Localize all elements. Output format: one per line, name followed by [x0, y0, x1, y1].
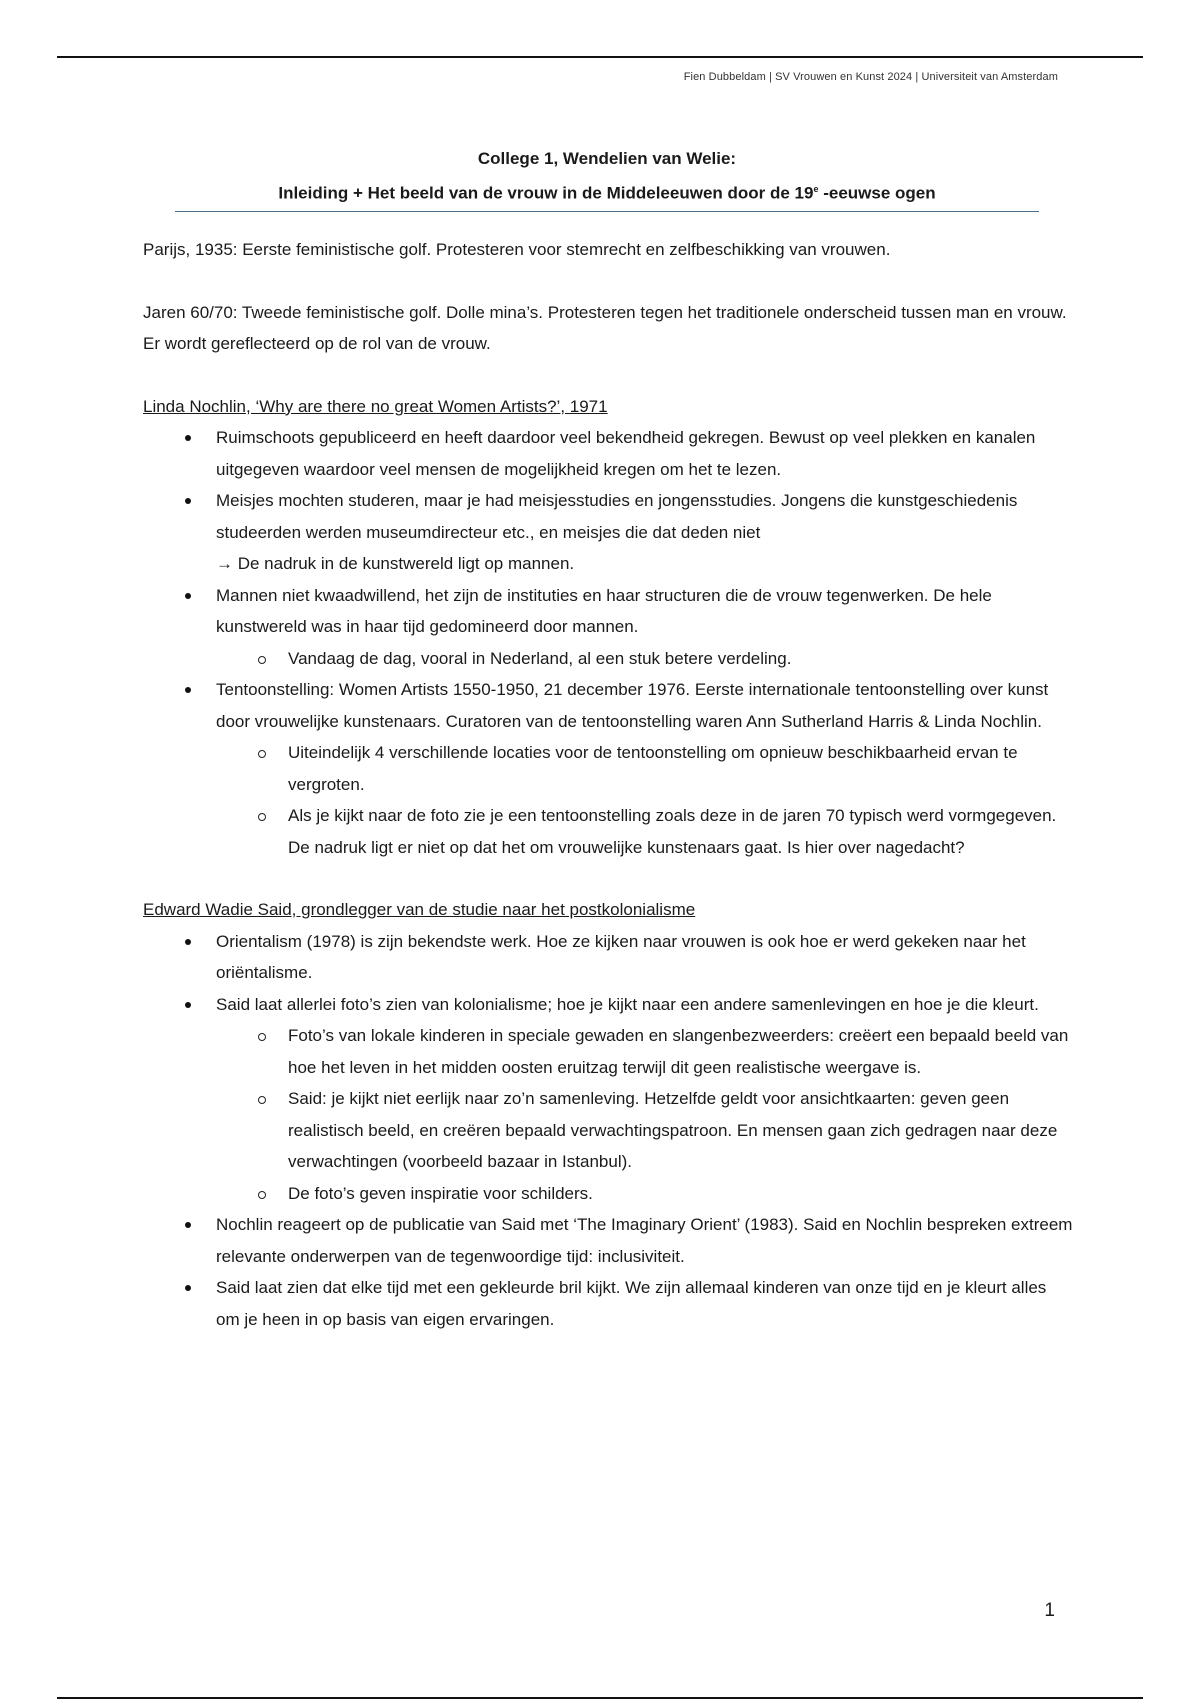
list-item: Ruimschoots gepubliceerd en heeft daardoor veel bekendheid gekregen. Bewust op veel plekken en kanalen uitgegeven waardoor veel mensen de mogelijkheid kregen om het te lezen. — [143, 422, 1073, 485]
sub-list-item: Als je kijkt naar de foto zie je een tentoonstelling zoals deze in de jaren 70 typisch werd vormgegeven. De nadruk ligt er niet op dat het om vrouwelijke kunstenaars gaat. Is hier over nagedacht? — [216, 800, 1073, 863]
document-title — [175, 144, 1039, 209]
nochlin-bullet-list — [143, 422, 1073, 863]
list-item: Said laat allerlei foto’s zien van kolonialisme; hoe je kijkt naar een andere samenlevingen en hoe je die kleurt. Foto’s van lokale kinderen in speciale gewaden en slangenbezweerders: creëert een bepaald beeld van hoe het leven in het midden oosten eruitzag terwijl dit geen realistische weergave is. Said: je kijkt niet eerlijk naar zo’n samenleving. Hetzelfde geldt voor ansichtkaarten: geven geen realistisch beeld, en creëren bepaald verwachtingspatroon. En mensen gaan zich gedragen naar deze verwachtingen (voorbeeld bazaar in Istanbul). De foto’s geven inspiratie voor schilders. — [143, 989, 1073, 1210]
header-rule — [57, 56, 1143, 58]
list-item: Nochlin reageert op de publicatie van Said met ‘The Imaginary Orient’ (1983). Said en Nochlin bespreken extreem relevante onderwerpen van de tegenwoordige tijd: inclusiviteit. — [143, 1209, 1073, 1272]
footer-rule — [57, 1697, 1143, 1699]
intro-paragraph-2: Jaren 60/70: Tweede feministische golf. Dolle mina’s. Protesteren tegen het traditionele onderscheid tussen man en vrouw. Er wordt gereflecteerd op de rol van de vrouw. — [143, 302, 1067, 353]
sub-list — [216, 643, 1073, 675]
document-body — [143, 234, 1073, 1335]
said-bullet-list — [143, 926, 1073, 1336]
title-underline-rule — [175, 211, 1039, 212]
list-item: Said laat zien dat elke tijd met een gekleurde bril kijkt. We zijn allemaal kinderen van onze tijd en je kleurt alles om je heen in op basis van eigen ervaringen. — [143, 1272, 1073, 1335]
sub-list-item: Said: je kijkt niet eerlijk naar zo’n samenleving. Hetzelfde geldt voor ansichtkaarten: geven geen realistisch beeld, en creëren bepaald verwachtingspatroon. En mensen gaan zich gedragen naar deze verwachtingen (voorbeeld bazaar in Istanbul). — [216, 1083, 1073, 1178]
section-heading-said: Edward Wadie Said, grondlegger van de studie naar het postkolonialisme — [143, 900, 696, 919]
sub-list-item: De foto’s geven inspiratie voor schilders. — [216, 1178, 1073, 1210]
page-number: 1 — [1044, 1600, 1055, 1621]
list-item: Mannen niet kwaadwillend, het zijn de instituties en haar structuren die de vrouw tegenwerken. De hele kunstwereld was in haar tijd gedomineerd door mannen. Vandaag de dag, vooral in Nederland, al een stuk betere verdeling. — [143, 580, 1073, 675]
sub-list — [216, 737, 1073, 863]
superscript-e: e — [813, 184, 819, 194]
title-line-2: Inleiding + Het beeld van de vrouw in de Middeleeuwen door de 19e -eeuwse ogen — [278, 183, 936, 203]
sub-list-item: Uiteindelijk 4 verschillende locaties voor de tentoonstelling om opnieuw beschikbaarheid ervan te vergroten. — [216, 737, 1073, 800]
section-heading-nochlin: Linda Nochlin, ‘Why are there no great Women Artists?’, 1971 — [143, 396, 608, 416]
list-item: Tentoonstelling: Women Artists 1550-1950, 21 december 1976. Eerste internationale tentoonstelling over kunst door vrouwelijke kunstenaars. Curatoren van de tentoonstelling waren Ann Sutherland Harris & Linda Nochlin. Uiteindelijk 4 verschillende locaties voor de tentoonstelling om opnieuw beschikbaarheid ervan te vergroten. Als je kijkt naar de foto zie je een tentoonstelling zoals deze in de jaren 70 typisch werd vormgegeven. De nadruk ligt er niet op dat het om vrouwelijke kunstenaars gaat. Is hier over nagedacht? — [143, 674, 1073, 863]
list-item: Meisjes mochten studeren, maar je had meisjesstudies en jongensstudies. Jongens die kunstgeschiedenis studeerden werden museumdirecteur etc., en meisjes die dat deden niet → De nadruk in de kunstwereld ligt op mannen. — [143, 485, 1073, 580]
sub-list — [216, 1020, 1073, 1209]
list-item: Orientalism (1978) is zijn bekendste werk. Hoe ze kijken naar vrouwen is ook hoe er werd gekeken naar het oriëntalisme. — [143, 926, 1073, 989]
title-line-1: College 1, Wendelien van Welie: — [477, 149, 737, 168]
sub-list-item: Vandaag de dag, vooral in Nederland, al een stuk betere verdeling. — [216, 643, 1073, 675]
intro-paragraph-1: Parijs, 1935: Eerste feministische golf. Protesteren voor stemrecht en zelfbeschikking van vrouwen. — [143, 240, 891, 259]
arrow-note: → De nadruk in de kunstwereld ligt op mannen. — [216, 554, 575, 573]
sub-list-item: Foto’s van lokale kinderen in speciale gewaden en slangenbezweerders: creëert een bepaald beeld van hoe het leven in het midden oosten eruitzag terwijl dit geen realistische weergave is. — [216, 1020, 1073, 1083]
running-header: Fien Dubbeldam | SV Vrouwen en Kunst 2024 | Universiteit van Amsterdam — [683, 71, 1058, 83]
